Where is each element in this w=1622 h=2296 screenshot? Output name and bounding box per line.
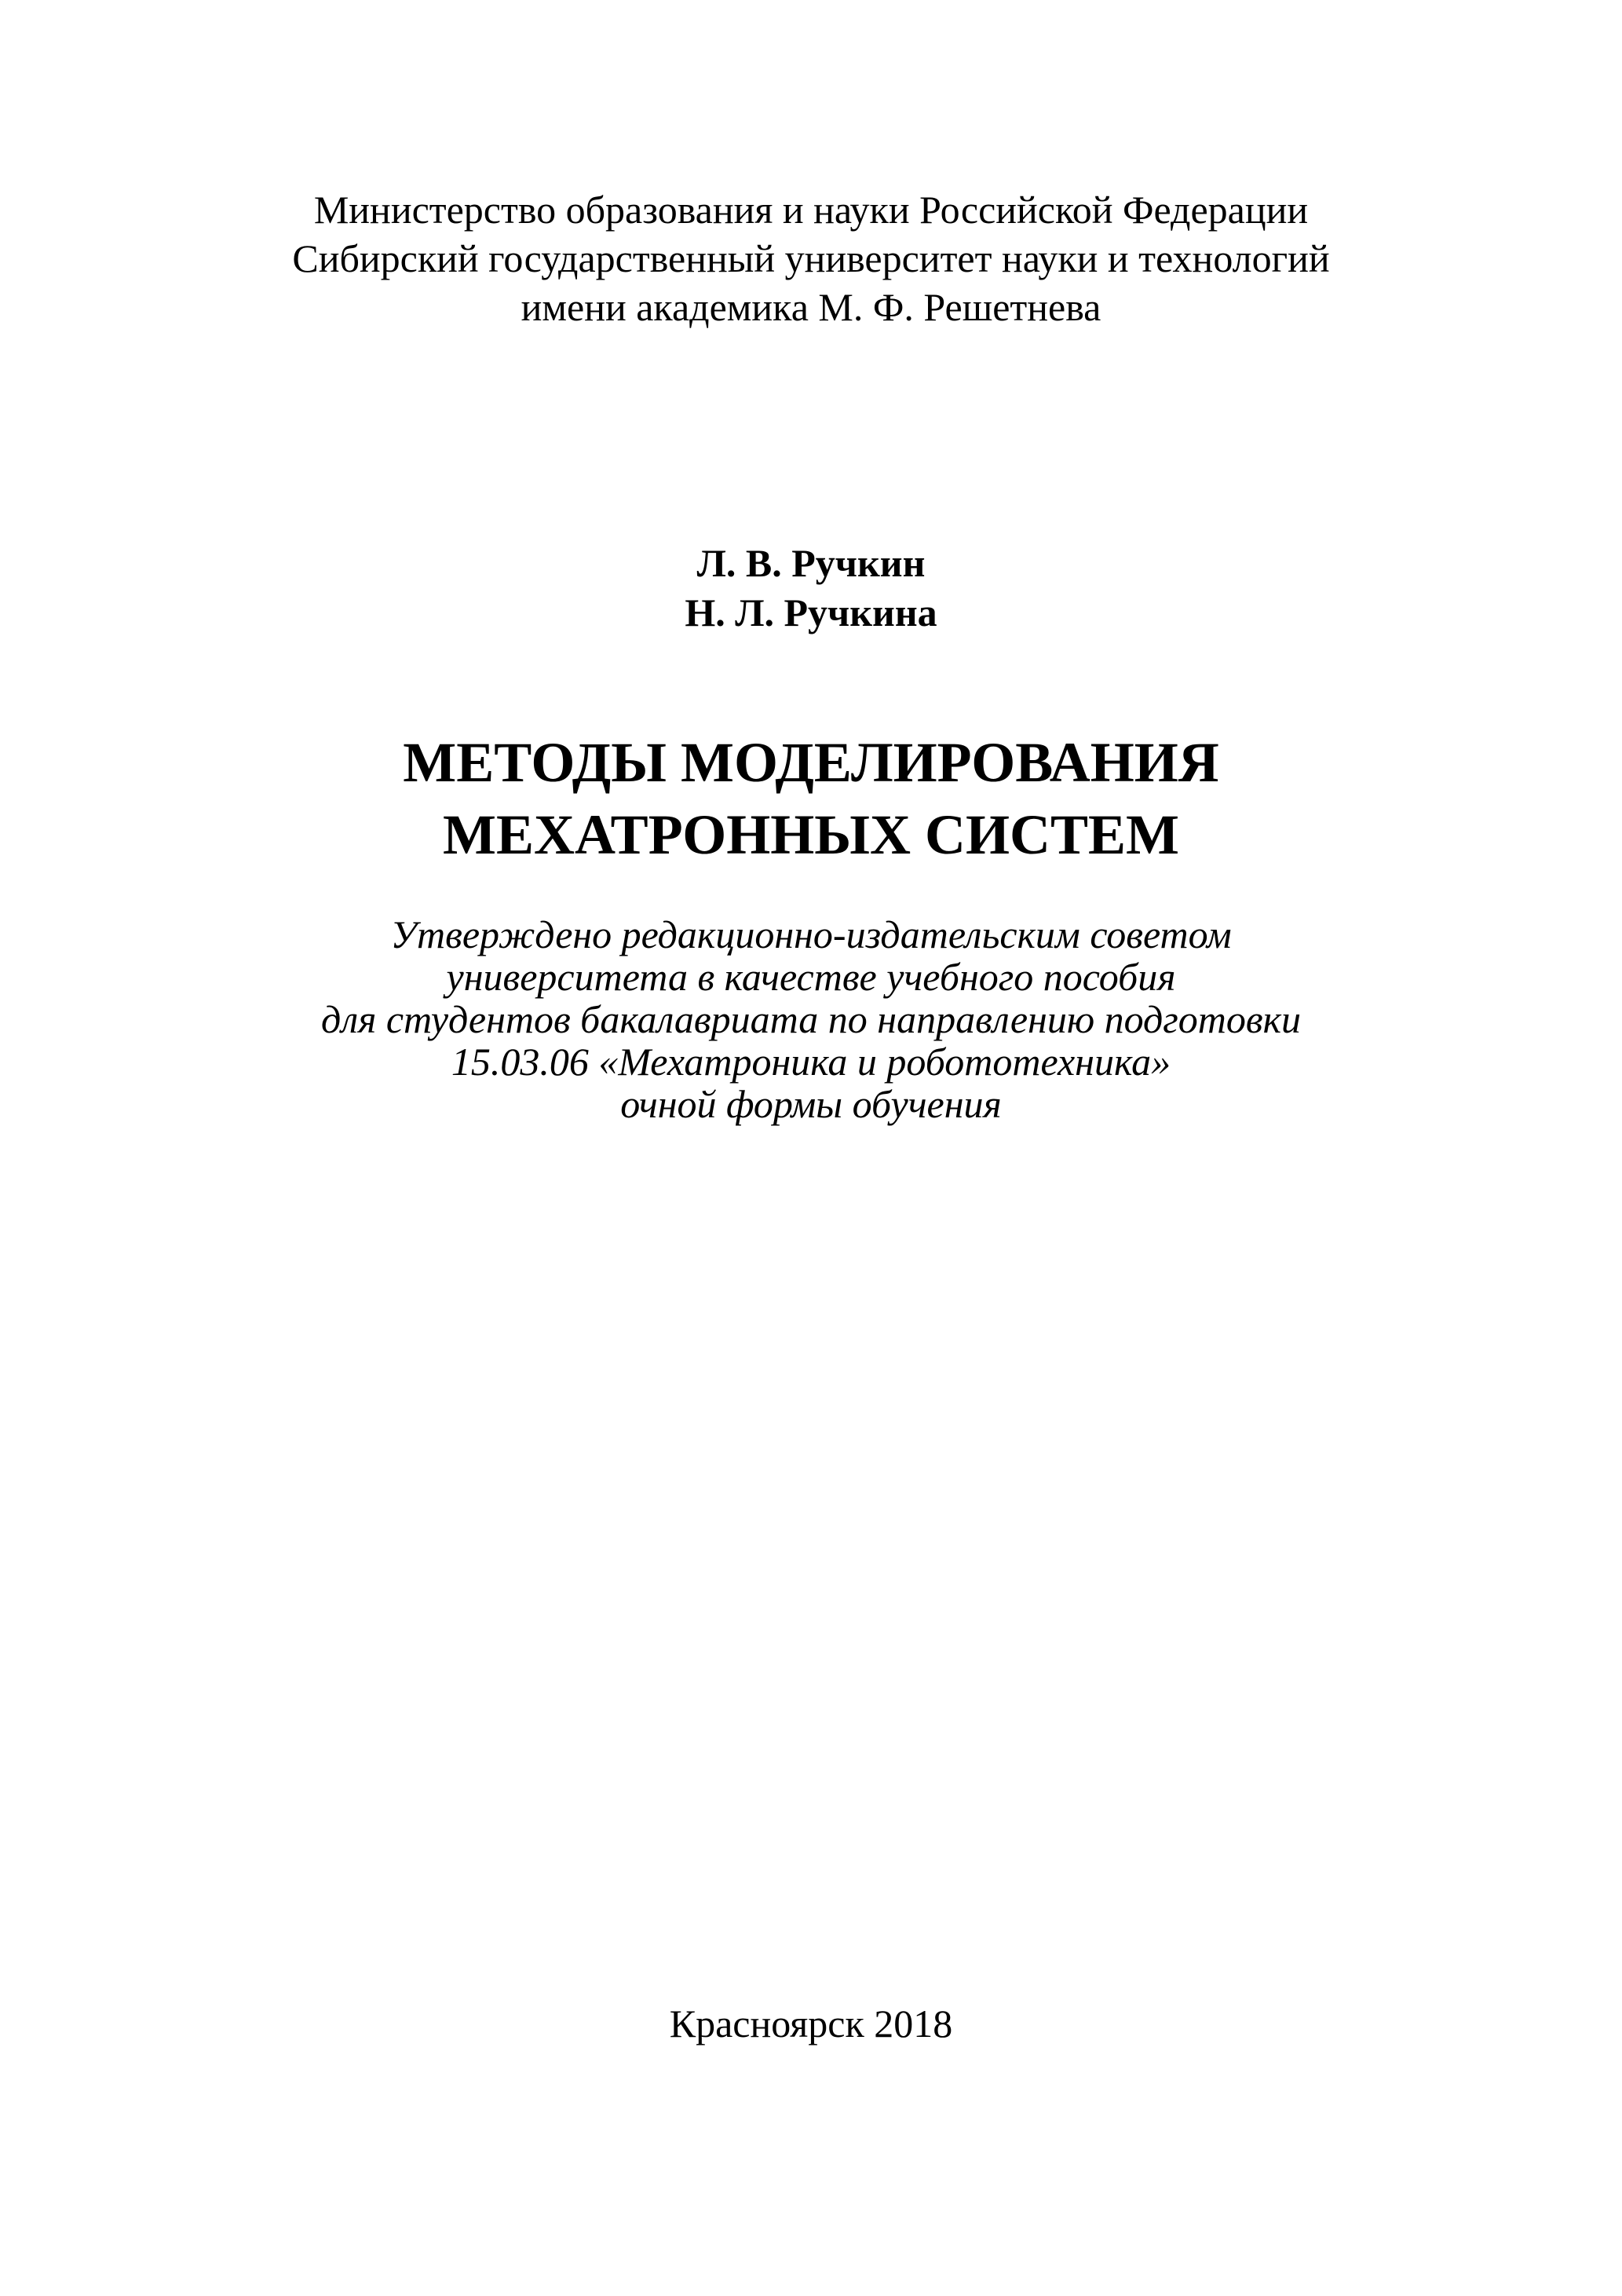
title-line: МЕХАТРОННЫХ СИСТЕМ — [443, 803, 1179, 866]
title-line: МЕТОДЫ МОДЕЛИРОВАНИЯ — [403, 731, 1219, 794]
ministry-line: Министерство образования и науки Российской Федерации — [313, 188, 1309, 232]
approval-line: очной формы обучения — [620, 1082, 1002, 1126]
approval-line: 15.03.06 «Мехатроника и робототехника» — [451, 1040, 1171, 1084]
organization-header — [0, 185, 1622, 331]
university-name-line: имени академика М. Ф. Решетнева — [521, 285, 1101, 329]
approval-line: университета в качестве учебного пособия — [446, 955, 1176, 999]
city-year — [0, 1999, 1622, 2048]
author-name: Н. Л. Ручкина — [685, 590, 937, 634]
author-name: Л. В. Ручкин — [696, 541, 926, 585]
city-year-text: Красноярск 2018 — [669, 2002, 953, 2046]
authors — [0, 539, 1622, 638]
approval-note — [0, 913, 1622, 1125]
document-title — [0, 726, 1622, 871]
university-line: Сибирский государственный университет науки и технологий — [292, 236, 1330, 280]
approval-line: Утверждено редакционно-издательским советом — [390, 912, 1232, 956]
approval-line: для студентов бакалавриата по направлению подготовки — [321, 997, 1301, 1041]
